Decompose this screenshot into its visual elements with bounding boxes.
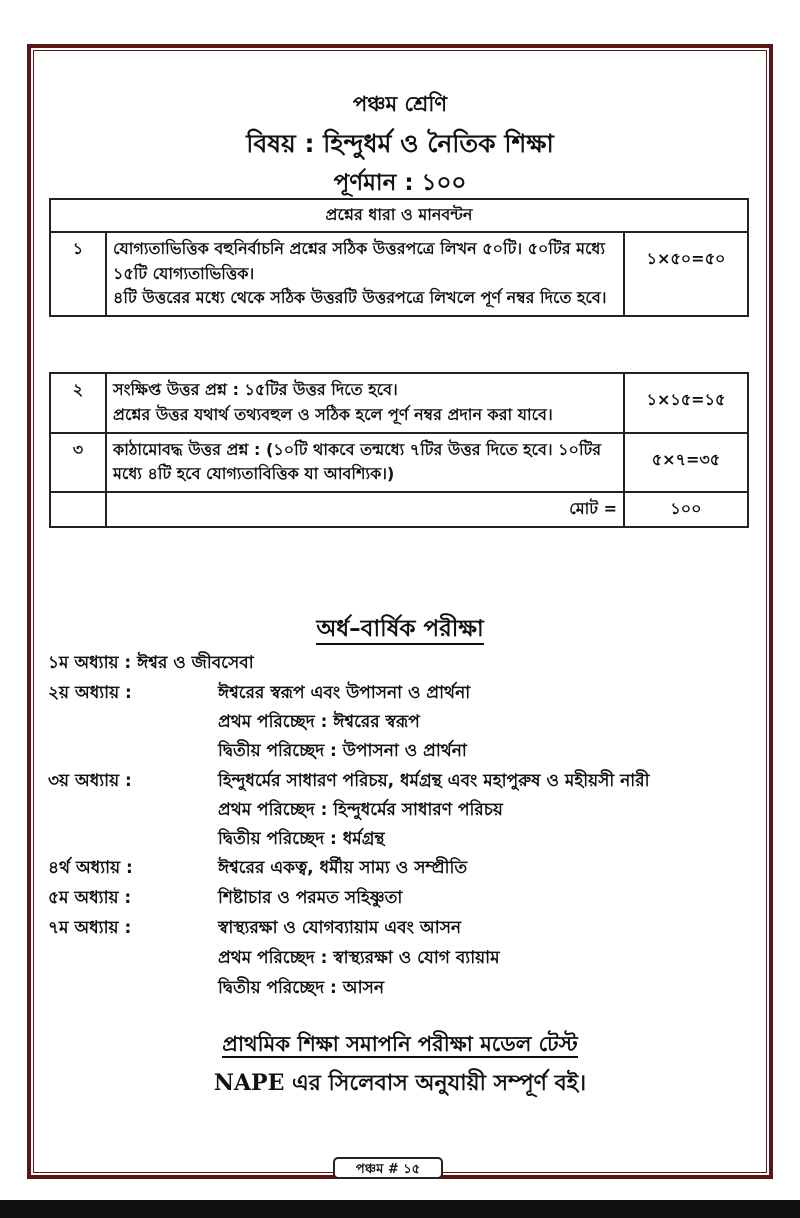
syllabus-title <box>0 610 800 649</box>
chapter2-label: ২য় অধ্যায় : <box>48 683 132 703</box>
description-line: সংক্ষিপ্ত উত্তর প্রশ্ন : ১৫টির উত্তর দিতে হবে। <box>113 380 398 399</box>
chapter7-part1: প্রথম পরিচ্ছেদ : স্বাস্থ্যরক্ষা ও যোগ ব্যায়াম <box>218 948 500 968</box>
chapter5-label: ৫ম অধ্যায় : <box>48 888 132 908</box>
chapter3-part2: দ্বিতীয় পরিচ্ছেদ : ধর্মগ্রন্থ <box>218 829 385 849</box>
chapter2-title: ঈশ্বরের স্বরূপ এবং উপাসনা ও প্রার্থনা <box>218 683 471 703</box>
question-description <box>106 433 624 493</box>
question-table-part1 <box>49 198 749 317</box>
chapter3-part1: প্রথম পরিচ্ছেদ : হিন্দুধর্মের সাধারণ পরিচয় <box>218 800 503 820</box>
question-number: ২ <box>50 373 106 433</box>
description-line: যোগ্যতাভিত্তিক বহুনির্বাচনি প্রশ্নের সঠিক উত্তরপত্রে লিখন ৫০টি। ৫০টির মধ্যে ১৫টি যোগ্যতাভিত্তিক। <box>113 238 606 283</box>
question-marks: ১×১৫=১৫ <box>624 373 748 433</box>
table-caption: প্রশ্নের ধারা ও মানবন্টন <box>50 199 748 232</box>
table-row <box>50 373 748 433</box>
page-number-tag: পঞ্চম # ১৫ <box>333 1157 443 1179</box>
description-line: প্রশ্নের উত্তর যথার্থ তথ্যবহুল ও সঠিক হলে পূর্ণ নম্বর প্রদান করা যাবে। <box>113 404 553 424</box>
chapter3-label: ৩য় অধ্যায় : <box>48 771 132 791</box>
ad-title-text: প্রাথমিক শিক্ষা সমাপনি পরীক্ষা মডেল টেস্ট <box>222 1032 578 1056</box>
total-empty-cell <box>50 492 106 527</box>
chapter7-label: ৭ম অধ্যায় : <box>48 918 132 938</box>
chapter7-title: স্বাস্থ্যরক্ষা ও যোগব্যায়াম এবং আসন <box>218 918 462 938</box>
chapter4-title: ঈশ্বরের একত্ব, ধর্মীয় সাম্য ও সম্প্রীতি <box>218 858 468 878</box>
table-caption-row <box>50 199 748 232</box>
syllabus-title-text: অর্ধ–বার্ষিক পরীক্ষা <box>316 616 483 645</box>
total-label: মোট = <box>106 492 624 527</box>
description-line: কাঠামোবদ্ধ উত্তর প্রশ্ন : (১০টি থাকবে তন্মধ্যে ৭টির উত্তর দিতে হবে। ১০টির মধ্যে ৪টি হবে যোগ্যতাবিত্তিক যা আবশ্যিক।) <box>113 439 602 484</box>
ad-rest: এর সিলেবাস অনুযায়ী সম্পূর্ণ বই। <box>284 1071 587 1096</box>
ad-title <box>0 1028 800 1063</box>
description-line: ৪টি উত্তরের মধ্যে থেকে সঠিক উত্তরটি উত্তরপত্রে লিখলে পূর্ণ নম্বর দিতে হবে। <box>113 288 607 308</box>
chapter4-label: ৪র্থ অধ্যায় : <box>48 858 133 878</box>
question-table-part2 <box>49 372 749 528</box>
question-marks: ১×৫০=৫০ <box>624 232 748 316</box>
chapter2-part2: দ্বিতীয় পরিচ্ছেদ : উপাসনা ও প্রার্থনা <box>218 741 467 761</box>
ad-nape: NAPE <box>213 1070 285 1096</box>
chapter3-title: হিন্দুধর্মের সাধারণ পরিচয়, ধর্মগ্রন্থ এবং মহাপুরুষ ও মহীয়সী নারী <box>218 771 650 791</box>
question-description <box>106 373 624 433</box>
table-row <box>50 433 748 493</box>
table-row <box>50 232 748 316</box>
ad-subtitle <box>0 1066 800 1103</box>
bottom-bar <box>0 1200 800 1218</box>
chapter1-line: ১ম অধ্যায় : ঈশ্বর ও জীবসেবা <box>48 653 254 673</box>
class-title: পঞ্চম শ্রেণি <box>352 92 448 116</box>
question-number: ১ <box>50 232 106 316</box>
subject-title: বিষয় : হিন্দুধর্ম ও নৈতিক শিক্ষা <box>246 129 554 158</box>
chapter7-part2: দ্বিতীয় পরিচ্ছেদ : আসন <box>218 978 384 998</box>
chapter5-title: শিষ্টাচার ও পরমত সহিষ্ণুতা <box>218 888 403 908</box>
question-marks: ৫×৭=৩৫ <box>624 433 748 493</box>
total-row <box>50 492 748 527</box>
total-value: ১০০ <box>624 492 748 527</box>
full-marks: পূর্ণমান : ১০০ <box>333 170 467 196</box>
question-number: ৩ <box>50 433 106 493</box>
question-description <box>106 232 624 316</box>
chapter2-part1: প্রথম পরিচ্ছেদ : ঈশ্বরের স্বরূপ <box>218 712 420 732</box>
